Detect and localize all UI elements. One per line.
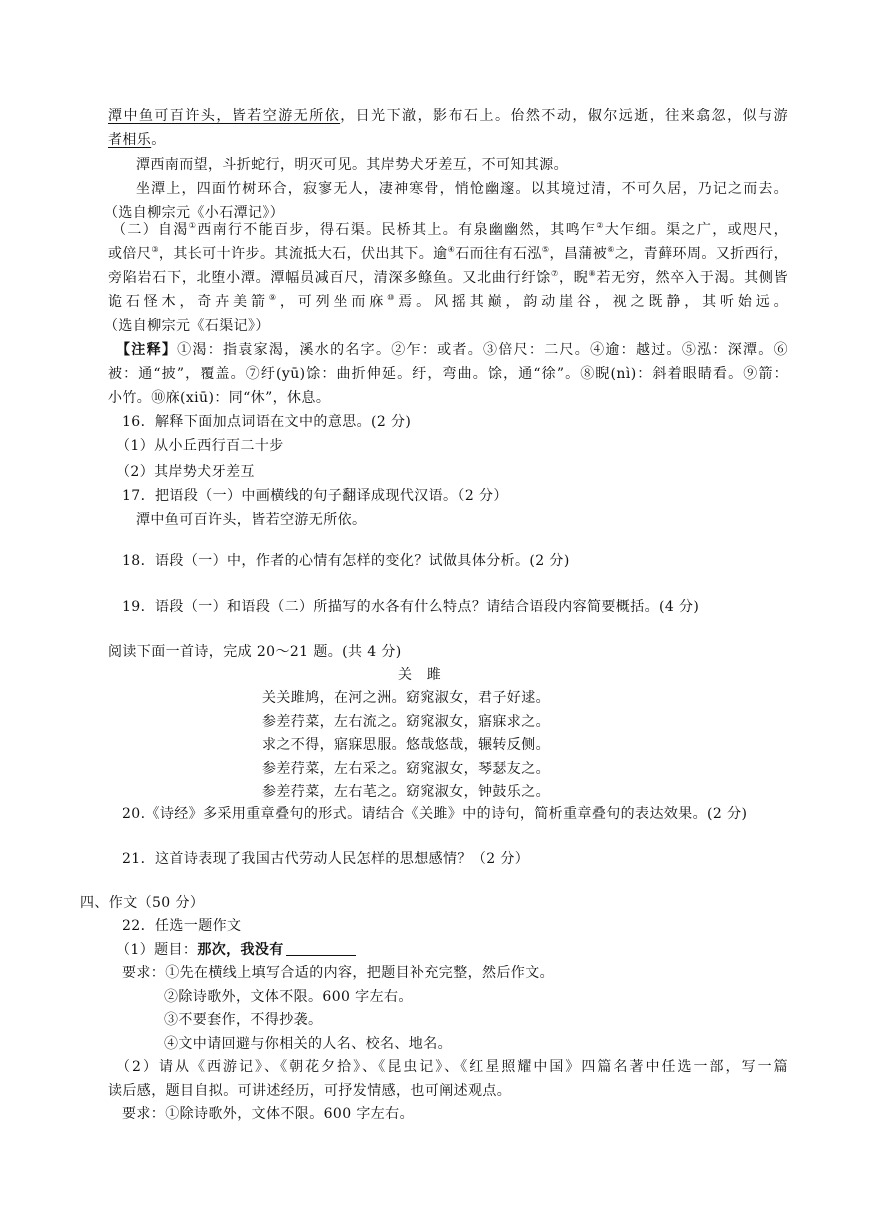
question-16-item1: （1）从小丘西行百二十步 <box>116 438 284 454</box>
poem-intro: 阅读下面一首诗，完成 20～21 题。(共 4 分) <box>108 644 402 660</box>
question-21: 21．这首诗表现了我国古代劳动人民怎样的思想感情？（2 分） <box>122 851 530 867</box>
poem-title: 关 雎 <box>398 667 442 683</box>
passage1-source: （选自柳宗元《小石潭记》） <box>104 205 285 221</box>
essay-req-4: ④文中请回避与你相关的人名、校名、地名。 <box>164 1036 452 1052</box>
passage2-line3: 旁陷岩石下，北堕小潭。潭幅员减百尺，清深多鲦鱼。又北曲行纡馀⑦，睨⑧若无穷，然卒入于渴。其侧皆 <box>108 269 789 286</box>
poem-line-5: 参差荇菜，左右芼之。窈窕淑女，钟鼓乐之。 <box>262 784 550 800</box>
question-17-sentence: 潭中鱼可百许头，皆若空游无所依。 <box>136 512 367 528</box>
essay-topic-2-req: 要求：①除诗歌外，文体不限。600 字左右。 <box>122 1106 414 1122</box>
question-22: 22．任选一题作文 <box>122 918 242 934</box>
essay-topic-1: （1）题目：那次，我没有 <box>116 940 356 960</box>
passage1-para3-line1: 坐潭上，四面竹树环合，寂寥无人，凄神寒骨，悄怆幽邃。以其境过清，不可久居，乃记之而去。 <box>136 181 788 197</box>
notes-label: 【注释】 <box>116 342 178 358</box>
essay-req-2: ②除诗歌外，文体不限。600 字左右。 <box>164 989 413 1005</box>
notes-line3: 小竹。⑩庥(xiū)：同“休”，休息。 <box>108 390 331 406</box>
poem-line-1: 关关雎鸠，在河之洲。窈窕淑女，君子好逑。 <box>262 690 550 706</box>
passage2-line4: 诡石怪木，奇卉美箭⑨，可列坐而庥⑩焉。风摇其巅，韵动崖谷，视之既静，其听始远。 <box>108 293 788 310</box>
essay-topic-1-title: 那次，我没有 <box>197 942 284 958</box>
passage2-line2: 或倍尺③，其长可十许步。其流抵大石，伏出其下。逾④石而往有石泓⑤，昌蒲被⑥之，青藓环周。又折西行， <box>108 245 788 262</box>
poem-line-3: 求之不得，寤寐思服。悠哉悠哉，辗转反侧。 <box>262 737 550 753</box>
section-4-heading: 四、作文（50 分） <box>80 895 205 911</box>
passage2-source: （选自柳宗元《石渠记》） <box>104 318 270 334</box>
fill-blank-line <box>286 941 356 956</box>
essay-topic-2-line1: （2）请从《西游记》、《朝花夕拾》、《昆虫记》、《红星照耀中国》四篇名著中任选一部，写一篇 <box>116 1059 788 1075</box>
question-19: 19．语段（一）和语段（二）所描写的水各有什么特点？请结合语段内容简要概括。(4 分) <box>122 599 700 615</box>
essay-topic-2-line2: 读后感，题目自拟。可讲述经历，可抒发情感，也可阐述观点。 <box>108 1083 512 1099</box>
question-18: 18．语段（一）中，作者的心情有怎样的变化？试做具体分析。(2 分) <box>122 553 570 569</box>
underlined-sentence-end: 者相乐 <box>108 132 152 148</box>
notes-line1: 【注释】①渴：指袁家渴，溪水的名字。②乍：或者。③倍尺：二尺。④逾：越过。⑤泓：深潭。⑥ <box>116 342 788 358</box>
notes-line2: 被：通“披”，覆盖。⑦纡(yū)馀：曲折伸延。纡，弯曲。馀，通“徐”。⑧睨(nì)：斜着眼睛看。⑨箭： <box>108 366 788 382</box>
question-20: 20.《诗经》多采用重章叠句的形式。请结合《关雎》中的诗句，简析重章叠句的表达效果。(2 分) <box>122 806 748 822</box>
question-16-item2: （2）其岸势犬牙差互 <box>116 464 255 480</box>
question-17: 17．把语段（一）中画横线的句子翻译成现代汉语。（2 分） <box>122 488 508 504</box>
question-16: 16．解释下面加点词语在文中的意思。(2 分) <box>122 414 412 430</box>
poem-line-4: 参差荇菜，左右采之。窈窕淑女，琴瑟友之。 <box>262 761 550 777</box>
essay-req-1: 要求：①先在横线上填写合适的内容，把题目补充完整，然后作文。 <box>122 965 555 981</box>
essay-req-3: ③不要套作，不得抄袭。 <box>164 1012 323 1028</box>
underlined-sentence: 潭中鱼可百许头，皆若空游无所依 <box>108 108 341 124</box>
passage1-line1: 潭中鱼可百许头，皆若空游无所依，日光下澈，影布石上。佁然不动，俶尔远逝，往来翕忽，似与游 <box>108 108 788 124</box>
passage2-line1: （二）自渴①西南行不能百步，得石渠。民桥其上。有泉幽幽然，其鸣乍②大乍细。渠之广，或咫尺， <box>112 221 789 238</box>
passage1-para2: 潭西南而望，斗折蛇行，明灭可见。其岸势犬牙差互，不可知其源。 <box>136 157 568 173</box>
poem-line-2: 参差荇菜，左右流之。窈窕淑女，寤寐求之。 <box>262 714 550 730</box>
passage1-line2: 者相乐。 <box>108 132 166 148</box>
